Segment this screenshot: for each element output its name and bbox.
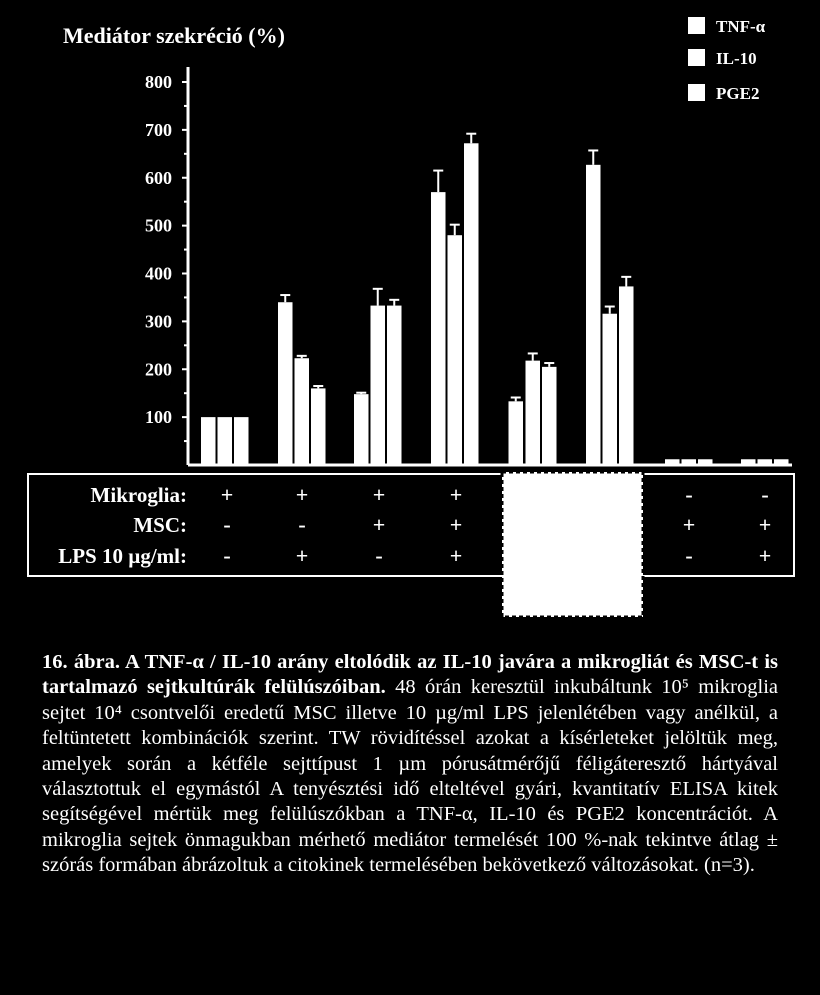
y-tick-label: 400 xyxy=(145,263,172,284)
bar-il10 xyxy=(371,306,386,465)
condition-value: - xyxy=(761,482,769,507)
caption-body: 48 órán keresztül inkubáltunk 10⁵ mikroglia sejtet 10⁴ csontvelői eredetű MSC illetve 10 µg/ml LPS jelenlétében vagy anélkül, a feltüntetett kombinációk szerint. TW rövidítéssel azokat a kísérleteket jelöltük meg, amelyek során a kétféle sejttípust 1 µm pórusátmérőjű féligáteresztő hártyával választottuk el egymástól A tenyésztési idő elteltével gyári, kvantitatív ELISA kitek segítségével mértük meg felülúszókban a TNF-α, IL-10 és PGE2 koncentrációt. A mikroglia sejtek önmagukban mérhető mediátor termelését 100 %-nak tekintve átlag ± szórás formában ábrázoltuk a citokinek termelésében bekövetkező változásokat. (n=3). xyxy=(42,676,778,877)
y-tick-label: 500 xyxy=(145,215,172,236)
bar-tnf xyxy=(431,192,446,465)
condition-value: - xyxy=(375,543,383,568)
y-tick-label: 100 xyxy=(145,407,172,428)
bar-il10 xyxy=(526,361,541,465)
condition-table xyxy=(58,482,771,568)
bar-tnf xyxy=(665,459,680,465)
condition-value: - xyxy=(223,543,231,568)
bar-pge2 xyxy=(387,306,402,465)
bar-tnf xyxy=(586,165,601,465)
condition-value: + xyxy=(449,543,463,568)
legend-label: TNF-α xyxy=(716,17,766,36)
condition-value: + xyxy=(295,543,309,568)
condition-label: Mikroglia: xyxy=(90,483,187,507)
bar-tnf xyxy=(509,401,524,465)
bar-pge2 xyxy=(619,286,634,465)
legend-swatch xyxy=(688,49,705,66)
condition-value: + xyxy=(220,482,234,507)
y-tick-label: 600 xyxy=(145,167,172,188)
figure-caption xyxy=(42,650,778,879)
bar-pge2 xyxy=(542,367,557,465)
legend-label: IL-10 xyxy=(716,49,757,68)
bar-pge2 xyxy=(311,388,326,465)
bar-il10 xyxy=(682,459,697,465)
condition-value: - xyxy=(298,512,306,537)
bar-il10 xyxy=(603,314,618,465)
condition-label: LPS 10 µg/ml: xyxy=(58,544,187,568)
tw-box xyxy=(502,472,643,617)
bar-il10 xyxy=(448,235,463,465)
condition-value: + xyxy=(295,482,309,507)
legend-swatch xyxy=(688,17,705,34)
bar-il10 xyxy=(218,417,233,465)
bar-tnf xyxy=(201,417,216,465)
condition-value: + xyxy=(449,482,463,507)
legend-swatch xyxy=(688,84,705,101)
bar-pge2 xyxy=(464,143,479,465)
y-axis-label: Mediátor szekréció (%) xyxy=(63,23,285,48)
bar-tnf xyxy=(741,459,756,465)
condition-value: + xyxy=(758,512,772,537)
condition-value: + xyxy=(372,482,386,507)
bars xyxy=(201,134,789,465)
condition-value: + xyxy=(682,512,696,537)
condition-value: - xyxy=(223,512,231,537)
bar-il10 xyxy=(758,459,773,465)
legend-label: PGE2 xyxy=(716,84,760,103)
bar-pge2 xyxy=(774,459,789,465)
caption-lead: 16. ábra. A TNF-α / IL-10 arány eltolódik az IL-10 javára a mikrogliát és MSC-t is tartalmazó sejtkultúrák felülúszóiban. xyxy=(42,651,778,699)
bar-pge2 xyxy=(698,459,713,465)
condition-value: - xyxy=(685,482,693,507)
condition-value: - xyxy=(685,543,693,568)
bar-il10 xyxy=(295,358,310,465)
condition-value: + xyxy=(449,512,463,537)
bar-pge2 xyxy=(234,417,249,465)
condition-value: + xyxy=(758,543,772,568)
legend xyxy=(688,17,766,103)
y-tick-label: 300 xyxy=(145,311,172,332)
y-tick-label: 200 xyxy=(145,359,172,380)
condition-label: MSC: xyxy=(133,513,187,537)
bar-tnf xyxy=(278,302,293,465)
bar-tnf xyxy=(354,394,369,465)
y-tick-label: 700 xyxy=(145,119,172,140)
condition-value: + xyxy=(372,512,386,537)
y-tick-label: 800 xyxy=(145,72,172,92)
